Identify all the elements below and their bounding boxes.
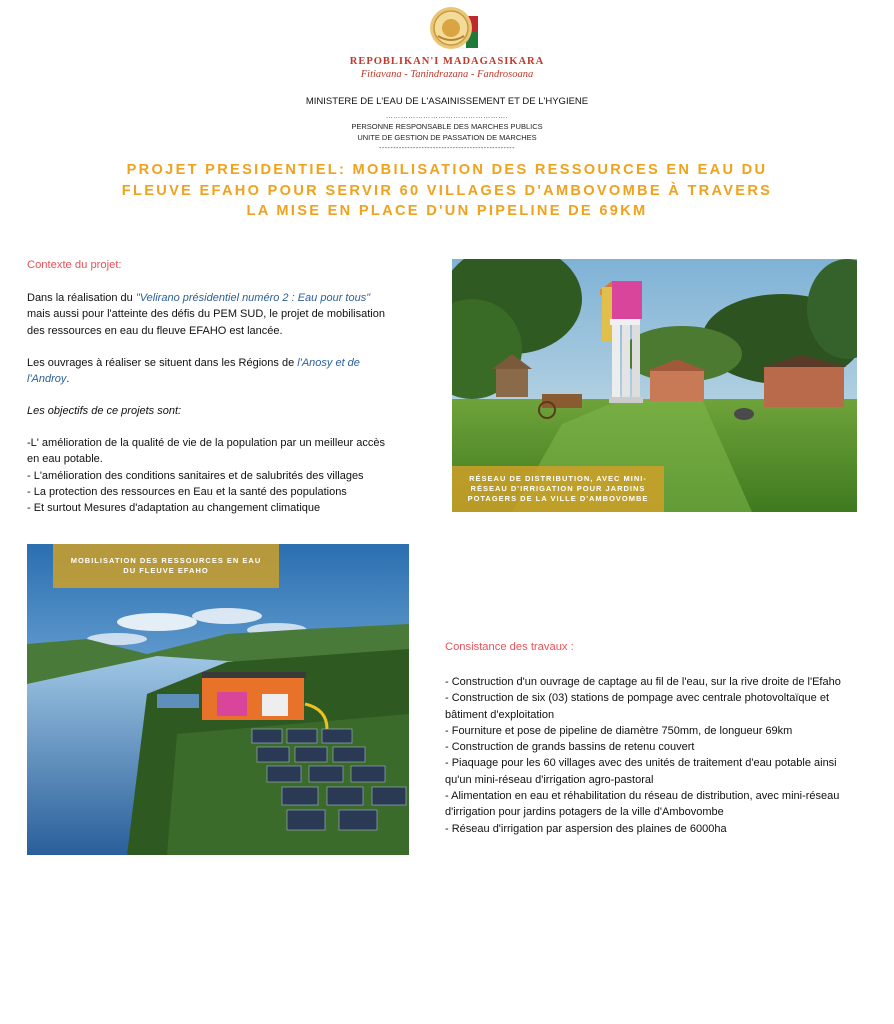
context-text: .: [66, 373, 70, 386]
image-caption: RÉSEAU DE DISTRIBUTION, AVEC MINI-RÉSEAU D'IRRIGATION POUR JARDINS POTAGERS DE LA VILLE D'AMBOVOMBE: [452, 466, 664, 512]
works-item: - Fourniture et pose de pipeline de diamètre 750mm, de longueur 69km: [445, 724, 793, 737]
works-item: - Construction de six (03) stations de pompage avec centrale photovoltaïque et bâtiment d'exploitation: [445, 692, 830, 721]
prmp-label: PERSONNE RESPONSABLE DES MARCHES PUBLICS: [351, 122, 543, 131]
context-text: mais aussi pour l'atteinte des défis du PEM SUD, le projet de mobilisation des ressources en eau du fleuve EFAHO est lancée.: [27, 308, 385, 337]
objective-item: - Et surtout Mesures d'adaptation au changement climatique: [27, 502, 321, 515]
river-pumping-station-rendering: [27, 544, 409, 855]
works-item: - Construction d'un ouvrage de captage au fil de l'eau, sur la rive droite de l'Efaho: [445, 676, 841, 688]
regions-link: l'Anosy et de l'Androy: [27, 357, 360, 386]
works-item: - Alimentation en eau et réhabilitation du réseau de distribution, avec mini-réseau d'irrigation pour jardins potagers de la ville d'Ambovombe: [445, 790, 840, 819]
republic-motto: Fitiavana - Tanindrazana - Fandrosoana: [360, 69, 534, 80]
context-text: Les ouvrages à réaliser se situent dans les Régions de: [27, 357, 298, 369]
republic-seal: [428, 6, 480, 52]
objective-item: - L'amélioration des conditions sanitaires et de salubrités des villages: [27, 469, 364, 482]
objectives-list: [27, 435, 392, 516]
title-line: PROJET PRESIDENTIEL: MOBILISATION DES RESSOURCES EN EAU DU: [126, 162, 768, 178]
context-text: Dans la réalisation du: [27, 292, 136, 304]
context-paragraph-2: [27, 355, 392, 388]
title-line: FLEUVE EFAHO POUR SERVIR 60 VILLAGES D'AMBOVOMBE À TRAVERS: [121, 182, 773, 199]
separator: ………………………………………….: [385, 113, 509, 120]
ministry-name: MINISTERE DE L'EAU DE L'ASAINISSEMENT ET DE L'HYGIENE: [305, 96, 589, 107]
objectives-heading: Les objectifs de ce projets sont:: [27, 405, 182, 417]
context-paragraph-1: [27, 290, 392, 339]
objective-item: -L' amélioration de la qualité de vie de la population par un meilleur accès en eau potable.: [27, 437, 385, 466]
works-item: - Réseau d'irrigation par aspersion des plaines de 6000ha: [445, 822, 727, 835]
works-heading: Consistance des travaux :: [445, 641, 574, 653]
context-heading: Contexte du projet:: [27, 259, 122, 271]
project-title: [90, 160, 804, 222]
velirano-link: "Velirano présidentiel numéro 2 : Eau pour tous": [135, 292, 371, 304]
objective-item: - La protection des ressources en Eau et la santé des populations: [27, 485, 347, 498]
water-tower-rendering: [452, 259, 857, 512]
works-list: [445, 674, 850, 837]
republic-name: REPOBLIKAN'I MADAGASIKARA: [349, 56, 545, 67]
title-line: LA MISE EN PLACE D'UN PIPELINE DE 69KM: [246, 203, 648, 219]
works-item: - Piaquage pour les 60 villages avec des unités de traitement d'eau potable ainsi qu'un mini-réseau d'irrigation agro-pastoral: [445, 757, 837, 786]
works-item: - Construction de grands bassins de retenu couvert: [445, 741, 695, 754]
separator: ------------------------------------------------: [379, 145, 515, 152]
ugpm-label: UNITE DE GESTION DE PASSATION DE MARCHES: [357, 133, 537, 142]
image-caption: MOBILISATION DES RESSOURCES EN EAU DU FLEUVE EFAHO: [53, 544, 279, 588]
